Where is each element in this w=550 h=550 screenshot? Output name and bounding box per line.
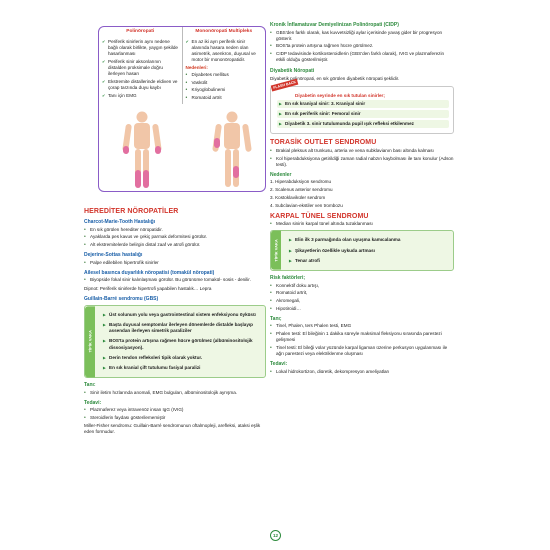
gbs-treatment-list [84,407,266,421]
mononeuropathy-list [186,39,263,64]
list-item: • CIDP tedavisinde kortikosteroidlerin (GBS'den farklı olarak), IVIG ve plazmaferezin etkili olduğu gösterilmiştir. [270,51,454,63]
list-item: ✔ En az iki ayrı periferik sinir alanında hasara neden olan asimetrik, asenkron, duyusal ve motor bir mononöropatidir. [186,39,263,64]
tos-causes-title: Nedenler [270,171,292,178]
typical-case-tag: TİPİK VAKA [271,231,281,270]
list-item: • Romatoid artrit, [270,290,454,296]
list-item: • Tinel testi: El bileği volar yüzünde karpal ligaman üzerine perkusyon uygulanması ile ağrı parestezi veya elektriklenme oluşması [270,345,454,357]
list-item: • Brakial pleksus alt trunkusu, arteria ve vena subklavianın bası altında kalması [270,148,454,154]
miller-fisher-note: Miller-Fisher sendromu: Guillain-Barré sendromunun oftalmopleji, arefleksi, ataksi eşlik eden formudur. [84,423,261,435]
list-item: ✔ Ekstremite distallerinde eldiven ve çorap tarzında duyu kaybı [102,79,179,91]
kts-treatment-title: Tedavi: [270,361,288,368]
list-item: ▶ Elin ilk 3 parmağında olan uyuşma kamıcalanma [287,236,449,244]
hnpp-title: Ailesel basınca duyarlılık nöropatisi (tomakül nöropati) [84,269,215,276]
list-item: ✔ Periferik sinirlerin aynı nedene bağlı olarak birlikte, yaygın şekilde hasarlanması [102,39,179,58]
list-item: • GBS'den farklı olarak, kas kuvvetsizliği aylar içerisinde yavaş gider bir progresyon gösterir. [270,30,454,42]
list-item: ▶ En sık kraniyal sinir: 3. Kraniyal sinir [277,100,449,108]
list-item: • Alt ekstremitelerde belirgin distal zaaf ve atrofi görülür. [84,242,266,248]
compare-left-header: Polinöropati [126,29,155,34]
kts-diagnosis-title: Tanı; [270,315,282,322]
kts-intro-list [270,221,454,227]
list-item: ▶ En sık periferik sinir: Femoral sinir [277,110,449,118]
list-item: ✔ Periferik sinir aksonlarının distalden proksimale doğru ilerleyen hasarı [102,59,179,78]
list-item: 1. Hiperabduksiyon sendromu [270,179,332,185]
section-heading-tos: TORASİK OUTLET SENDROMU [270,139,377,147]
risk-title: Risk faktörleri; [270,275,306,282]
list-item: • Konnektif doku artışı, [270,283,454,289]
list-item: ▶ Diyabetik 3. sinir tutulumunda pupil ışık refleksi etkilenmez [277,120,449,128]
list-item: • Plazmaferez veya intravenöz insan IgG (IVIG) [84,407,266,413]
right-column [270,22,454,377]
list-item: • Lokal hidrokortizon, diüretik, dekompresyon ameliyatları [270,369,454,375]
list-item: • Kol hiperabduksiyona getirildiği zaman radial nabzın kaybolması ile tanı konulur (Adson testi). [270,156,454,168]
section-heading-kts: KARPAL TÜNEL SENDROMU [270,212,369,220]
list-item: • Biyopside fokal sinir kalınlaşması görülür. Bu görünüme tomakül- sosis - denilir. [84,277,266,283]
typical-case-tag: TİPİK VAKA [85,306,95,377]
list-item: • Steroidlerin faydası gösterilememiştir [84,415,266,421]
list-item: 4. Subclavian-ekstiler ven trombozu [270,202,343,208]
list-item: ▶ En sık kranial çift tutulumu fasiyal paralizi [101,364,261,372]
list-item: • BOS'ta protein artışına rağmen hücre görülmez. [270,43,454,49]
list-item: • Akromegali, [270,298,454,304]
dipnot: Dipnot: Periferik sinirlerde hipertrofi yapabilen hastalık… Lepra [84,285,212,291]
dn-title: Diyabetik Nöropati [270,67,315,74]
list-item: 2. Scalenus anterior sendromu [270,187,333,193]
cmt-title: Charcot-Marie-Tooth Hastalığı [84,219,156,225]
dn-text: Diyabetik polinöropati, en sık görülen diyabetik nöropati şeklidir. [270,75,400,81]
list-item: • En sık görülen herediter nöropatidir. [84,227,266,233]
gbs-title: Guillain-Barré sendromu (GBS) [84,295,159,302]
gbs-diagnosis-list [84,390,266,396]
list-item: ▶ Şikayetlerin özellikle uykuda artması [287,247,449,255]
list-item: • Diyabetes mellitus [186,72,263,78]
list-item: • Ayaklarda pes kavus ve çekiç parmak deformitesi görülür. [84,234,266,240]
kts-typical-list [287,236,449,265]
list-item: ▶ Tenar atrofi [287,257,449,265]
gbs-typical-list [101,311,261,372]
hnpp-list [84,277,266,283]
list-item: ✔ Tanı için EMG [102,93,179,99]
cidp-list [270,30,454,64]
body-figure-right [210,110,254,190]
left-column [84,208,266,438]
causes-label: Nedenleri: [185,65,208,71]
flash-back-box [270,79,454,135]
list-item: • Kriyoglobulinemi [186,87,263,93]
list-item: • Sinir iletim hızlarında anomali, EMG bulguları, albüminositolojik ayrışma. [84,390,266,396]
page-number: 12 [270,530,281,541]
kts-treatment-list [270,369,454,375]
list-item: • Phalen testi: El bileğinin 1 dakika süreyle maksimal fleksiyonu sırasında parestezi gelişmesi [270,331,454,343]
list-item: • Palpe edilebilen hipertrofik sinirler [84,260,266,266]
ds-list [84,260,266,266]
list-item: ▶ BOS'ta protein artışına rağmen hücre görülmez (albüminositolojik dissosiyasyon). [101,337,261,351]
polyneuropathy-list [102,39,179,99]
list-item: • Hipotiroidi… [270,306,454,312]
list-item: ▶ Üst solunum yolu veya gastrointestinal sistem enfeksiyonu öyküsü [101,311,261,319]
cidp-title: Kronik İnflamatuvar Demiyelinizan Polinöropati (CIDP) [270,22,399,28]
list-item: ▶ Başta duyusal semptomlar ilerleyen dönemlerde distalde başlayıp assendan ilerleyen simetrik paraliziler [101,321,261,335]
causes-list [186,72,263,101]
cmt-list [84,227,266,249]
gbs-diagnosis-title: Tanı: [84,382,96,389]
ds-title: Dejerine-Sottas hastalığı [84,252,143,259]
list-item: • Median sinirin karpal tünel altında tuzaklanması [270,221,454,227]
flash-list [277,100,449,129]
flash-back-tag: FLASH BACK [271,78,299,91]
risk-list [270,283,454,312]
list-item: • Romatoid artrit [186,95,263,101]
list-item: • Tinel, Phalen, ters Phalen testi, EMG [270,323,454,329]
gbs-typical-case-box [84,305,266,378]
compare-right-header: Mononöropati Multipleks [182,27,266,36]
tos-causes-list [270,179,454,208]
list-item: ▶ Derin tendon refleksleri tipik olarak yoktur. [101,354,261,362]
kts-diagnosis-list [270,323,454,357]
list-item: 3. Kostoklaviküler sendrom [270,194,326,200]
flash-title: Diyabetin seyrinde en sık tutulan sinirler; [295,92,385,98]
tos-list [270,148,454,168]
section-heading-hereditary: HEREDİTER NÖROPATİLER [84,208,179,215]
kts-typical-case-box [270,230,454,271]
list-item: • Vaskülit [186,80,263,86]
gbs-treatment-title: Tedavi: [84,399,102,406]
body-figure-left [120,110,164,190]
